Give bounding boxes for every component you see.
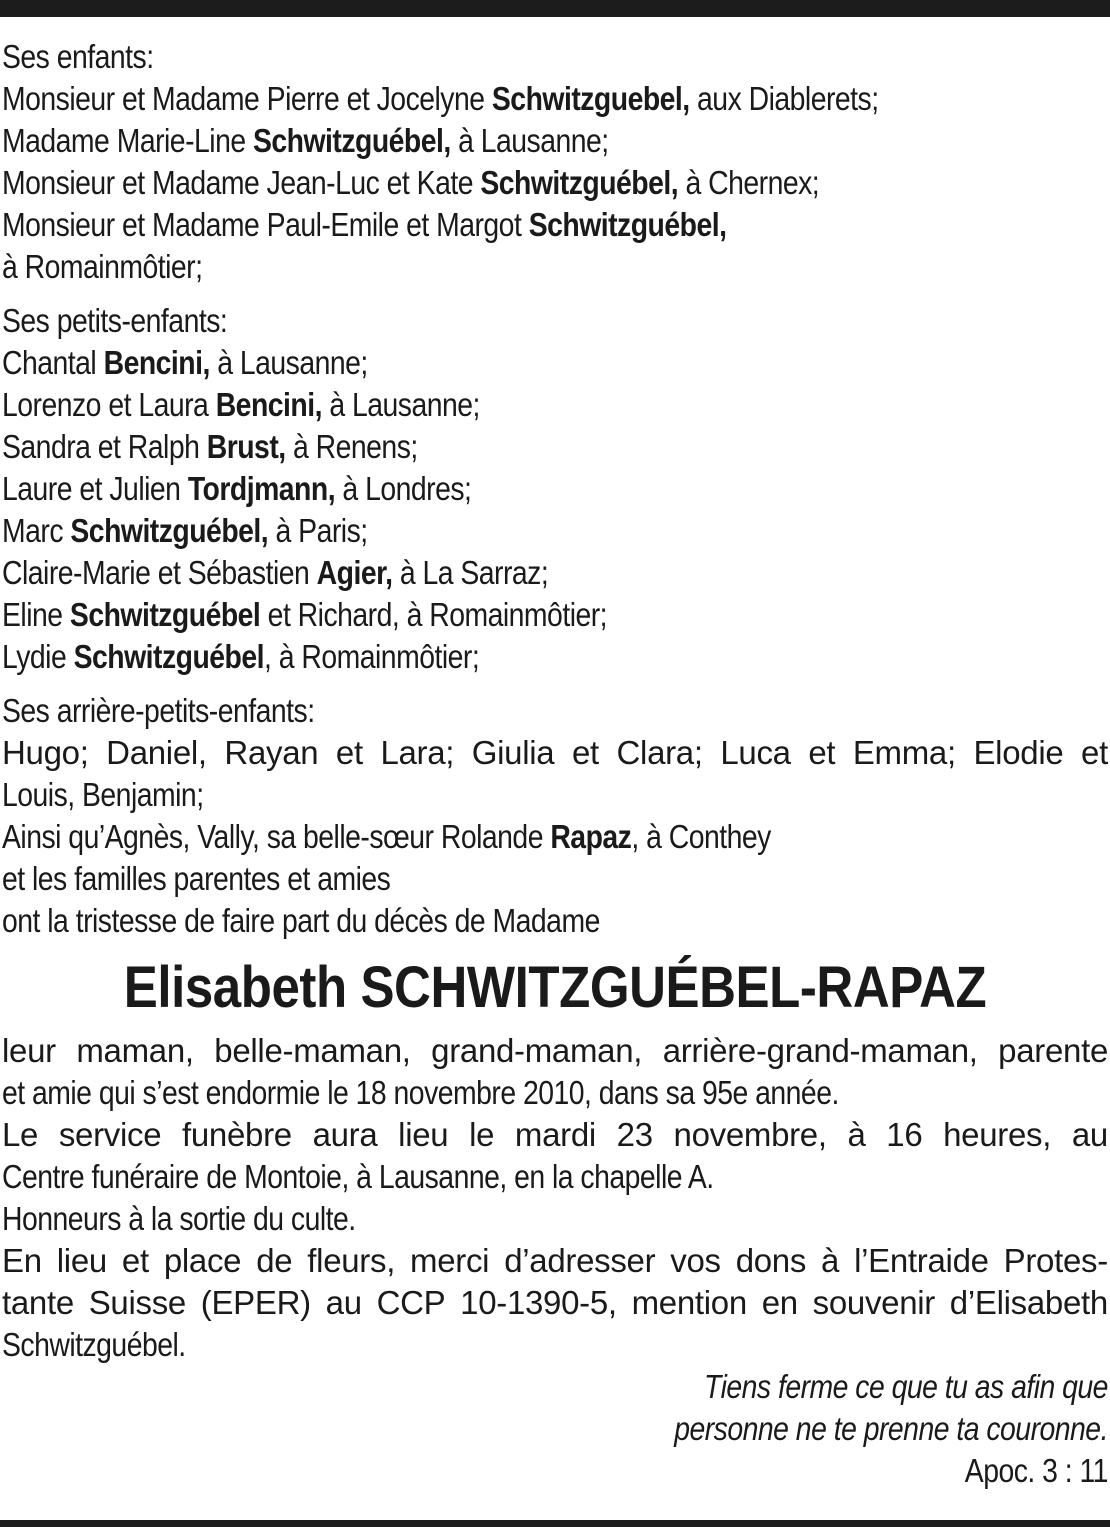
word: service	[58, 1116, 162, 1153]
family-line: Monsieur et Madame Jean-Luc et Kate Schwitzguébel, à Chernex;	[2, 164, 820, 201]
bible-verse	[2, 1366, 1108, 1492]
word: et	[335, 734, 363, 771]
family-line: Claire-Marie et Sébastien Agier, à La Sarraz;	[2, 554, 549, 591]
word: au	[1071, 1116, 1108, 1153]
word: et	[571, 734, 599, 771]
word: au	[325, 1284, 362, 1321]
word: tante	[2, 1284, 74, 1321]
family-line: Sandra et Ralph Brust, à Renens;	[2, 428, 418, 465]
word: Rayan	[224, 734, 319, 771]
family-line: Lydie Schwitzguébel, à Romainmôtier;	[2, 638, 480, 675]
verse-reference: Apoc. 3 : 11	[964, 1452, 1108, 1489]
section-heading: Ses arrière-petits-enfants:	[2, 692, 315, 729]
verse-line: Tiens ferme ce que tu as afin que	[704, 1368, 1108, 1405]
word: Le	[2, 1116, 39, 1153]
bottom-rule	[0, 1520, 1110, 1527]
family-line: Eline Schwitzguébel et Richard, à Romainmôtier;	[2, 596, 608, 633]
word: grand-maman,	[431, 1032, 643, 1069]
body-line	[2, 1282, 1108, 1324]
body-line: Honneurs à la sortie du culte.	[2, 1200, 356, 1237]
word: et	[808, 734, 836, 771]
family-line-continuation: à Romainmôtier;	[2, 248, 203, 285]
word: novembre,	[673, 1116, 827, 1153]
word: Suisse	[88, 1284, 186, 1321]
family-line: Louis, Benjamin;	[2, 776, 204, 813]
justified-line	[2, 732, 1108, 774]
word: 10-1390-5,	[460, 1284, 617, 1321]
word: merci	[410, 1242, 490, 1279]
word: (EPER)	[200, 1284, 311, 1321]
word: et	[1081, 734, 1108, 771]
word: arrière-grand-maman,	[662, 1032, 978, 1069]
notice-body	[2, 1030, 1108, 1366]
section-heading: Ses petits-enfants:	[2, 302, 228, 339]
family-line: et les familles parentes et amies	[2, 860, 391, 897]
body-line	[2, 1030, 1108, 1072]
word: 23	[616, 1116, 653, 1153]
word: souvenir	[812, 1284, 935, 1321]
word: heures,	[943, 1116, 1052, 1153]
word: d’adresser	[504, 1242, 656, 1279]
word: Luca	[720, 734, 791, 771]
verse-line: personne ne te prenne ta couronne.	[674, 1410, 1108, 1447]
word: le	[469, 1116, 495, 1153]
word: de	[256, 1242, 293, 1279]
grandchildren-section	[2, 300, 1108, 678]
great-grandchildren-section	[2, 690, 1108, 942]
word: en	[761, 1284, 798, 1321]
word: aura	[312, 1116, 378, 1153]
word: Lara;	[380, 734, 455, 771]
word: dons	[735, 1242, 807, 1279]
word: parente	[998, 1032, 1108, 1069]
word: Daniel,	[106, 734, 207, 771]
word: mention	[631, 1284, 747, 1321]
word: Protes-	[1003, 1242, 1108, 1279]
family-line: Monsieur et Madame Pierre et Jocelyne Schwitzguebel, aux Diablerets;	[2, 80, 879, 117]
section-heading: Ses enfants:	[2, 38, 154, 75]
word: place	[163, 1242, 242, 1279]
word: maman,	[76, 1032, 194, 1069]
family-line: Laure et Julien Tordjmann, à Londres;	[2, 470, 472, 507]
word: l’Entraide	[854, 1242, 989, 1279]
word: En	[2, 1242, 42, 1279]
top-rule	[0, 0, 1110, 17]
word: lieu	[398, 1116, 449, 1153]
family-line: Chantal Bencini, à Lausanne;	[2, 344, 368, 381]
word: Emma;	[852, 734, 956, 771]
family-line: Marc Schwitzguébel, à Paris;	[2, 512, 368, 549]
body-line: Schwitzguébel.	[2, 1326, 186, 1363]
announcement-line: ont la tristesse de faire part du décès de Madame	[2, 902, 600, 939]
family-line: Madame Marie-Line Schwitzguébel, à Lausanne;	[2, 122, 609, 159]
body-line: et amie qui s’est endormie le 18 novembre 2010, dans sa 95e année.	[2, 1074, 839, 1111]
word: funèbre	[182, 1116, 292, 1153]
family-line: Lorenzo et Laura Bencini, à Lausanne;	[2, 386, 480, 423]
body-line	[2, 1240, 1108, 1282]
word: fleurs,	[307, 1242, 396, 1279]
word: Elodie	[973, 734, 1064, 771]
children-section	[2, 36, 1108, 288]
word: vos	[670, 1242, 721, 1279]
word: mardi	[514, 1116, 596, 1153]
family-line: Ainsi qu’Agnès, Vally, sa belle-sœur Rolande Rapaz, à Conthey	[2, 818, 771, 855]
deceased-name: Elisabeth SCHWITZGUÉBEL-RAPAZ	[123, 955, 987, 1020]
word: et	[121, 1242, 149, 1279]
word: Giulia	[471, 734, 555, 771]
notice-content	[2, 36, 1108, 1492]
word: Hugo;	[2, 734, 89, 771]
word: belle-maman,	[214, 1032, 411, 1069]
word: d’Elisabeth	[949, 1284, 1108, 1321]
family-line: Monsieur et Madame Paul-Emile et Margot Schwitzguébel,	[2, 206, 727, 243]
word: 16	[886, 1116, 923, 1153]
word: à	[821, 1242, 840, 1279]
word: lieu	[56, 1242, 107, 1279]
word: Clara;	[616, 734, 703, 771]
word: CCP	[376, 1284, 446, 1321]
word: à	[847, 1116, 866, 1153]
body-line: Centre funéraire de Montoie, à Lausanne, en la chapelle A.	[2, 1158, 714, 1195]
word: leur	[2, 1032, 56, 1069]
body-line	[2, 1114, 1108, 1156]
